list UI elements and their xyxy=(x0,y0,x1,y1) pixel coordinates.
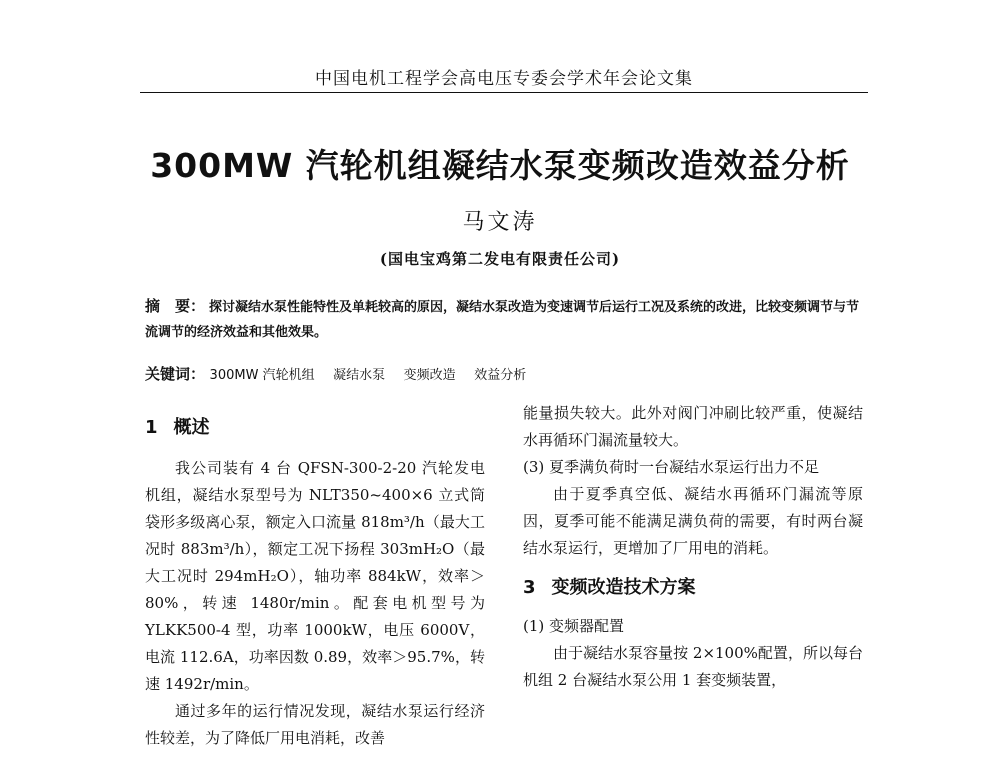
running-header: 中国电机工程学会高电压专委会学术年会论文集 xyxy=(315,69,693,89)
subsection-heading: (1) 变频器配置 xyxy=(523,617,625,635)
abstract xyxy=(145,294,865,345)
keywords-label: 关键词： xyxy=(145,365,206,383)
keyword: 300MW 汽轮机组 xyxy=(209,368,315,383)
paper-title: 300MW 汽轮机组凝结水泵变频改造效益分析 xyxy=(150,146,850,185)
body-paragraph: 能量损失较大。此外对阀门冲刷比较严重，使凝结水再循环门漏流量较大。 xyxy=(523,404,863,449)
abstract-text: 探讨凝结水泵性能特性及单耗较高的原因，凝结水泵改造为变速调节后运行工况及系统的改进，比较变频调节与节流调节的经济效益和其他效果。 xyxy=(145,300,860,340)
keyword: 凝结水泵 xyxy=(333,368,386,383)
author-name: 马文涛 xyxy=(462,210,538,235)
body-paragraph: 我公司装有 4 台 QFSN-300-2-20 汽轮发电机组，凝结水泵型号为 NLT350~400×6 立式筒袋形多级离心泵，额定入口流量 818m³/h（最大工况时 883m³/h），额定工况下扬程 303mH₂O（最大工况时 294mH₂O），轴功率 884kW，效率＞80%，转速 1480r/min。配套电机型号为 YLKK500-4 型，功率 1000kW，电压 6000V，电流 112.6A，功率因数 0.89，效率＞95.7%，转速 1492r/min。 xyxy=(145,459,485,693)
section-number: 1 xyxy=(145,417,158,438)
right-column xyxy=(523,400,863,694)
affiliation: (国电宝鸡第二发电有限责任公司) xyxy=(379,250,621,268)
left-column xyxy=(145,400,485,752)
keyword: 变频改造 xyxy=(403,368,456,383)
section-heading-1 xyxy=(145,414,485,441)
body-paragraph: 由于凝结水泵容量按 2×100%配置，所以每台机组 2 台凝结水泵公用 1 套变频装置， xyxy=(523,644,863,689)
section-heading-3 xyxy=(523,574,863,601)
abstract-label: 摘 要： xyxy=(145,297,206,315)
list-item: (3) 夏季满负荷时一台凝结水泵运行出力不足 xyxy=(523,458,820,476)
section-number: 3 xyxy=(523,577,536,598)
header-rule xyxy=(140,92,868,93)
body-paragraph: 通过多年的运行情况发现，凝结水泵运行经济性较差，为了降低厂用电消耗，改善 xyxy=(145,702,485,747)
keywords xyxy=(145,364,865,386)
section-title: 概述 xyxy=(173,417,210,438)
body-paragraph: 由于夏季真空低、凝结水再循环门漏流等原因，夏季可能不能满足满负荷的需要，有时两台凝结水泵运行，更增加了厂用电的消耗。 xyxy=(523,485,863,557)
keyword: 效益分析 xyxy=(474,368,527,383)
section-title: 变频改造技术方案 xyxy=(551,577,696,598)
